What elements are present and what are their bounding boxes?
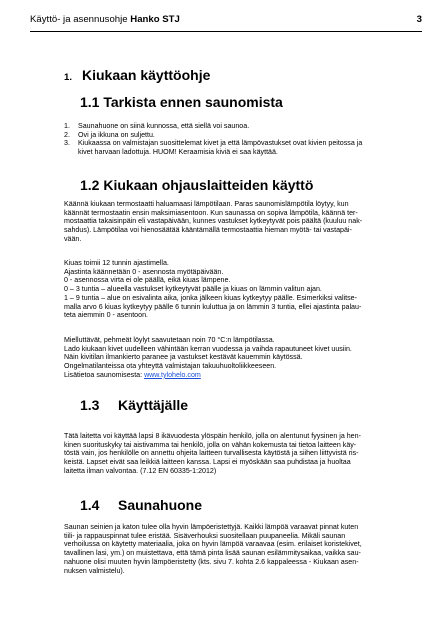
text-line: kinen suorituskyky tai aistivamma tai henkilö, jolla on vähän kokemusta tai tietoa laitteen käy- [64,440,357,449]
list-item [64,131,410,140]
checklist [64,122,410,157]
text-line: vään. [64,234,82,243]
section-1-3-title: Käyttäjälle [118,397,189,413]
paragraph-sauna-room [64,523,410,575]
section-1-3-number: 1.3 [80,397,100,413]
more-info-label: Lisätietoa saunomisesta: [64,370,145,379]
paragraph-user [64,432,410,476]
section-1-4-heading [80,497,202,513]
text-line: sahdus). Lämpötilaa voi hienosäätää kääntämällä termostaattia hieman myötä- tai vastapäi- [64,226,352,235]
text-line: Mielluttävät, pehmeät löylyt saavutetaan noin 70 °C:n lämpötilassa. [64,336,275,344]
header-title-prefix: Käyttö- ja asennusohje [30,14,131,25]
section-1-heading [64,67,210,83]
text-line: Lado kiukaan kivet uudelleen vähintään kerran vuodessa ja vaihda rapautuneet kivet uusiin. [64,344,352,353]
header-title-product: Hanko STJ [130,14,180,25]
section-1-number: 1. [64,72,73,83]
section-1-1-heading: 1.1 Tarkista ennen saunomista [80,94,283,110]
text-line: 0 - asennossa virta ei ole päällä, eikä kiuas lämpene. [64,276,231,285]
text-line: Tätä laitetta voi käyttää lapsi 8 ikävuodesta ylöspäin henkilö, jolla on alentunut fyysinen ja hen- [64,432,361,440]
text-line: 1 – 9 tuntia – alue on esivalinta aika, jonka jälkeen kiuas kytkeytyy päälle. Esimerkiksi valitse- [64,293,357,302]
list-item [64,122,410,131]
list-item-number: 1. [64,122,70,130]
paragraph-thermostat [64,200,410,244]
text-line: laitetta ilman valvontaa. (7.12 EN 60335-1:2012) [64,466,217,475]
text-line: teta aiemmin 0 - asentoon. [64,311,148,320]
text-line: 0 – 3 tuntia – alueella vastukset kytkeytyvät päälle ja kiuas on lämmin valitun ajan. [64,285,322,294]
text-line: verhoilussa on käytetty materiaalia, joka on hyvin lämpöä varaavaa (esim. erilaiset koristekivet, [64,540,362,549]
more-info-line [64,371,410,380]
text-line: käännät termostaatin ensin maksimiasentoon. Kun saunassa on sopiva lämpötila, käännä ter- [64,208,358,217]
tylohelo-link[interactable]: www.tylohelo.com [144,370,201,379]
text-line: Käännä kiukaan termostaatti haluamaasi lämpötilaan. Paras saunomislämpötila löytyy, kun [64,200,349,208]
text-line: nuksen valmistelu). [64,566,125,575]
paragraph-stones [64,336,410,380]
list-item [64,139,410,156]
section-1-4-number: 1.4 [80,497,100,513]
header-rule [30,31,422,32]
list-item-text: Kiukaassa on valmistajan suosittelemat kivet ja että lämpövastukset ovat kivien peitossa ja [78,139,363,148]
section-1-title: Kiukaan käyttöohje [82,67,211,83]
list-item-text: kivet harvaan ladottuja. HUOM! Keraamisia kiviä ei saa käyttää. [78,148,278,157]
text-line: malla arvo 6 kiuas kytkeytyy päälle 6 tunnin kuluttua ja on lämmin 3 tuntia, ellei ajastinta palau- [64,302,362,311]
list-item-number: 3. [64,139,70,148]
text-line: tavallinen lasi, ym.) on muistettava, että tämä pinta lisää saunan esilämmitysaikaa, vaikka sau- [64,549,361,558]
list-item-number: 2. [64,130,70,139]
list-item-text: Ovi ja ikkuna on suljettu. [78,130,155,139]
text-line: Ongelmatilanteissa ota yhteyttä valmistajan takuuhuoltoliikkeeseen. [64,362,277,371]
text-line: keistä. Lapset eivät saa leikkiä laitteen kanssa. Lapsi ei myöskään saa puhdistaa ja huoltaa [64,458,351,467]
text-line: Ajastinta käännetään 0 - asennosta myötäpäivään. [64,267,224,276]
section-1-2-heading: 1.2 Kiukaan ohjauslaitteiden käyttö [80,177,314,193]
page-number: 3 [416,14,422,25]
section-1-3-heading [80,397,188,413]
header-title [30,12,180,28]
text-line: nahuone olisi muuten hyvin lämpöeristetty (kts. sivu 7. kohta 2.6 kappaleessa - Kiukaan asen- [64,557,359,566]
list-item-text: Saunahuone on siinä kunnossa, että siellä voi saunoa. [78,122,250,130]
section-1-4-title: Saunahuone [118,497,203,513]
page-header [30,12,422,28]
text-line: töstä vain, jos henkilölle on annettu ohjeita laitteen turvallisesta käytöstä ja siihen liittyvistä ris- [64,449,359,458]
text-line: Kiuas toimii 12 tunnin ajastimella. [64,259,169,267]
text-line: mostaattia takaisinpäin eli vastapäivään, kunnes vastukset kytkeytyvät pois päältä (kuuluu nak- [64,217,363,226]
text-line: Näin kivitilan ilmankierto paranee ja vastukset kestävät kauemmin käytössä. [64,353,303,362]
text-line: tiili- ja rappauspinnat tulee eristää. Sisäverhouksi suositellaan puupaneelia. Mikäli saunan [64,531,346,540]
paragraph-timer [64,259,410,320]
text-line: Saunan seinien ja katon tulee olla hyvin lämpöeristettyjä. Kaikki lämpöä varaavat pinnat kuten [64,523,359,531]
